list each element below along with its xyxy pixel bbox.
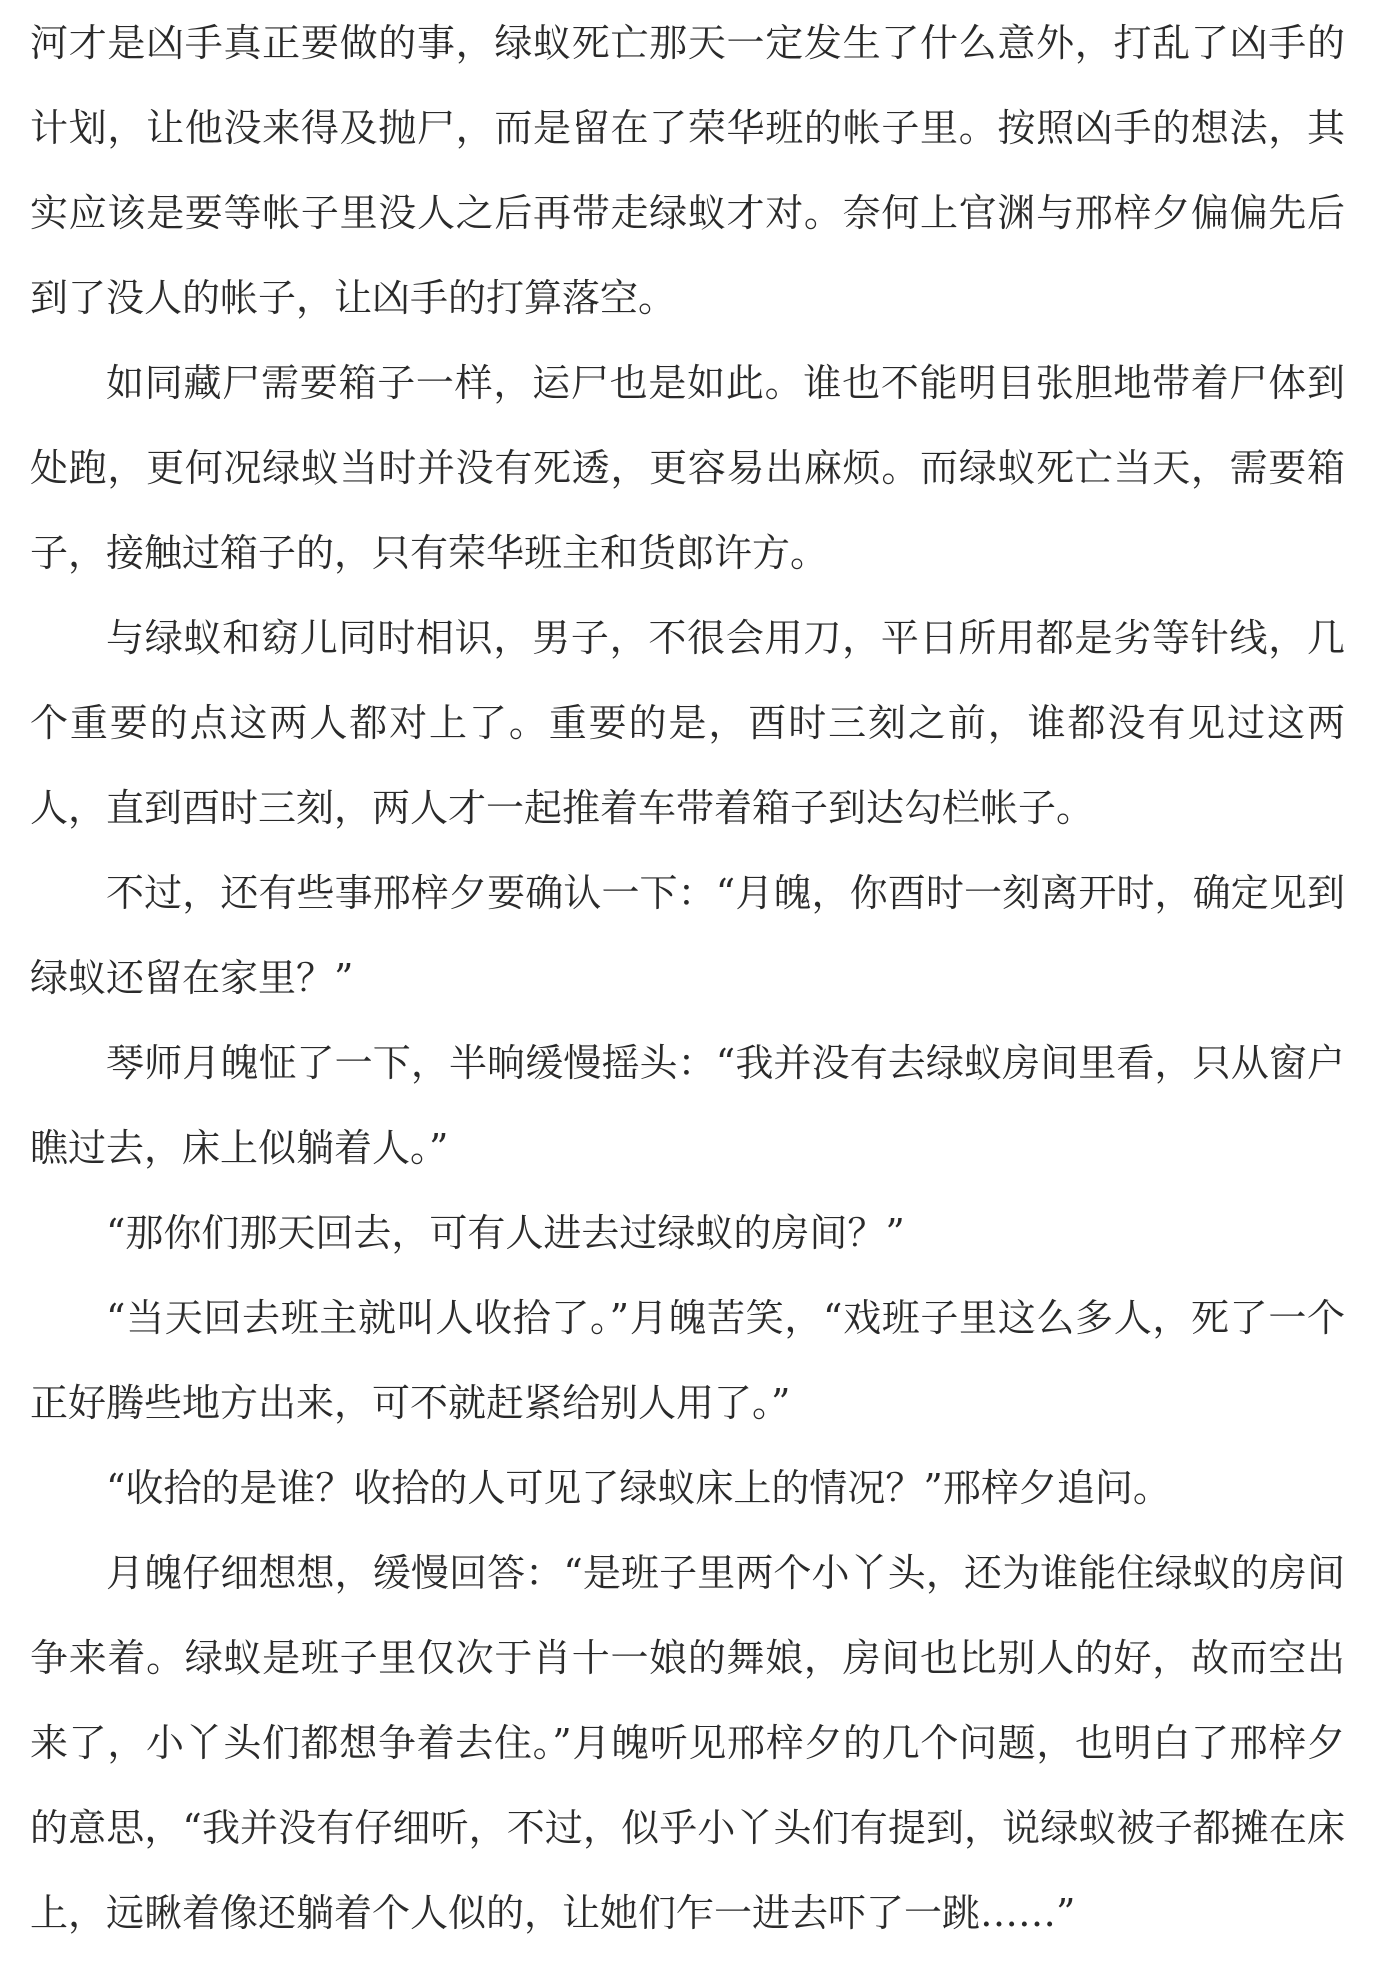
document-body (30, 1, 1345, 1956)
paragraph-9: 月魄仔细想想，缓慢回答：“是班子里两个小丫头，还为谁能住绿蚁的房间争来着。绿蚁是班子里仅次于肖十一娘的舞娘，房间也比别人的好，故而空出来了，小丫头们都想争着去住。”月魄听见邢梓夕的几个问题，也明白了邢梓夕的意思，“我并没有仔细听，不过，似乎小丫头们有提到，说绿蚁被子都摊在床上，远瞅着像还躺着个人似的，让她们乍一进去吓了一跳……” (30, 1551, 1345, 1935)
paragraph-6: “那你们那天回去，可有人进去过绿蚁的房间？” (106, 1211, 905, 1255)
paragraph-7: “当天回去班主就叫人收拾了。”月魄苦笑，“戏班子里这么多人，死了一个正好腾些地方出来，可不就赶紧给别人用了。” (30, 1296, 1345, 1425)
paragraph-1: 河才是凶手真正要做的事，绿蚁死亡那天一定发生了什么意外，打乱了凶手的计划，让他没来得及抛尸，而是留在了荣华班的帐子里。按照凶手的想法，其实应该是要等帐子里没人之后再带走绿蚁才对。奈何上官渊与邢梓夕偏偏先后到了没人的帐子，让凶手的打算落空。 (30, 21, 1345, 320)
paragraph-8: “收拾的是谁？收拾的人可见了绿蚁床上的情况？”邢梓夕追问。 (106, 1466, 1171, 1510)
paragraph-2: 如同藏尸需要箱子一样，运尸也是如此。谁也不能明目张胆地带着尸体到处跑，更何况绿蚁当时并没有死透，更容易出麻烦。而绿蚁死亡当天，需要箱子，接触过箱子的，只有荣华班主和货郎许方。 (30, 361, 1345, 575)
paragraph-3: 与绿蚁和窈儿同时相识，男子，不很会用刀，平日所用都是劣等针线，几个重要的点这两人都对上了。重要的是，酉时三刻之前，谁都没有见过这两人，直到酉时三刻，两人才一起推着车带着箱子到达勾栏帐子。 (30, 616, 1345, 830)
paragraph-5: 琴师月魄怔了一下，半晌缓慢摇头：“我并没有去绿蚁房间里看，只从窗户瞧过去，床上似躺着人。” (30, 1041, 1345, 1170)
paragraph-4: 不过，还有些事邢梓夕要确认一下：“月魄，你酉时一刻离开时，确定见到绿蚁还留在家里？” (30, 871, 1345, 1000)
